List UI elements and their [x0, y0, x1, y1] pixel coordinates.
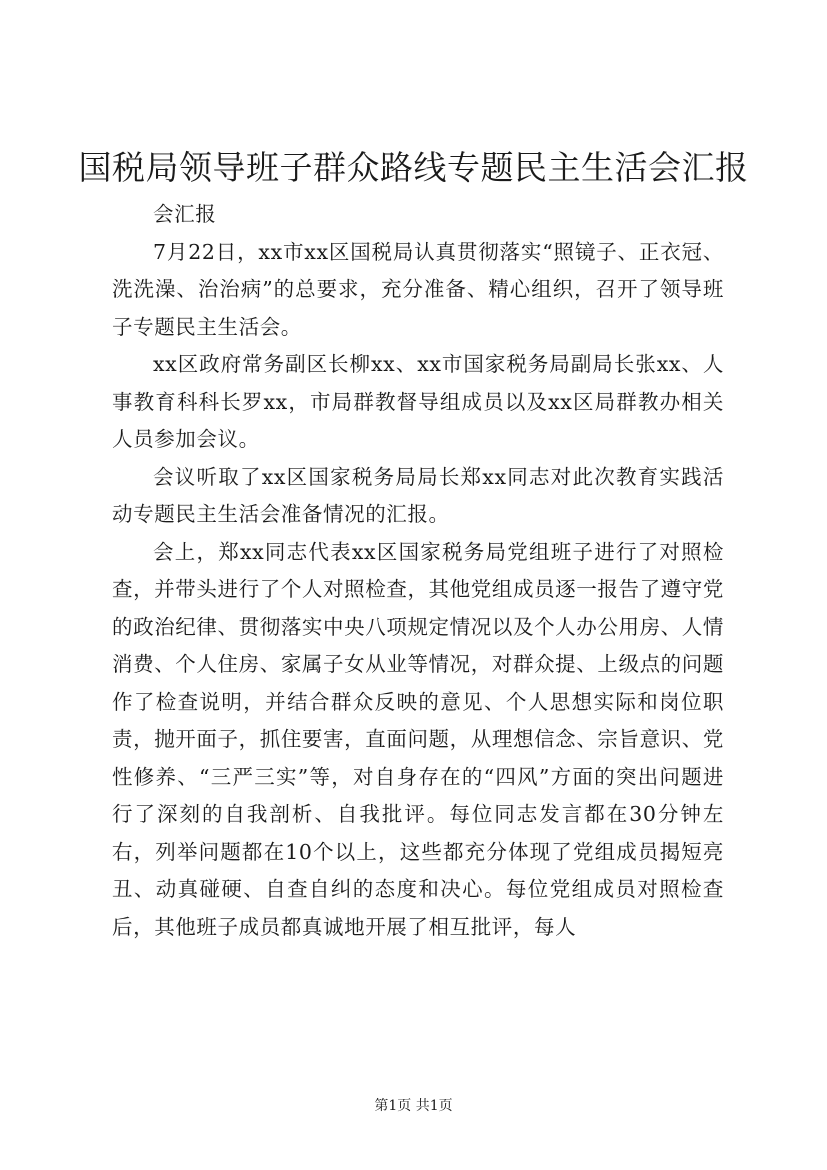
document-body [112, 196, 724, 946]
document-title: 国税局领导班子群众路线专题民主生活会汇报 [78, 148, 749, 187]
paragraph: 会汇报 [153, 202, 217, 226]
paragraph: 会上，郑xx同志代表xx区国家税务局党组班子进行了对照检查，并带头进行了个人对照检查，其他党组成员逐一报告了遵守党的政治纪律、贯彻落实中央八项规定情况以及个人办公用房、人情消费、个人住房、家属子女从业等情况，对群众提、上级点的问题作了检查说明，并结合群众反映的意见、个人思想实际和岗位职责，抛开面子，抓住要害，直面问题，从理想信念、宗旨意识、党性修养、“三严三实”等，对自身存在的“四风”方面的突出问题进行了深刻的自我剖析、自我批评。每位同志发言都在30分钟左右，列举问题都在10个以上，这些都充分体现了党组成员揭短亮丑、动真碰硬、自查自纠的态度和决心。每位党组成员对照检查后，其他班子成员都真诚地开展了相互批评，每人 [112, 539, 724, 939]
paragraph: 7月22日，xx市xx区国税局认真贯彻落实“照镜子、正衣冠、洗洗澡、治治病”的总要求，充分准备、精心组织，召开了领导班子专题民主生活会。 [112, 239, 724, 339]
paragraph: xx区政府常务副区长柳xx、xx市国家税务局副局长张xx、人事教育科科长罗xx，市局群教督导组成员以及xx区局群教办相关人员参加会议。 [112, 352, 724, 451]
paragraph: 会议听取了xx区国家税务局局长郑xx同志对此次教育实践活动专题民主生活会准备情况的汇报。 [112, 464, 724, 526]
page-number-footer: 第1页 共1页 [374, 1098, 453, 1114]
